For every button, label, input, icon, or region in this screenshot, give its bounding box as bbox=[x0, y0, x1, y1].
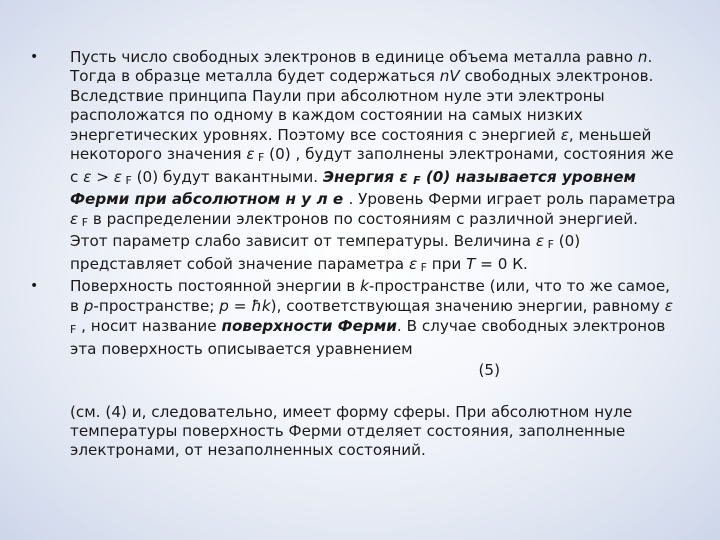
text-run: ε bbox=[113, 167, 123, 186]
text-run: ε bbox=[560, 125, 569, 144]
text-run: F bbox=[254, 151, 265, 165]
text-run: свободных электронов. Вследствие принципа Паули при абсолютном нуле эти электроны расположатся по одному в каждом состоянии на самых низких энергетических уровнях. Поэтому все состояния с энергией bbox=[70, 67, 654, 144]
text-run: (0) будут вакантными. bbox=[131, 167, 323, 186]
text-run: -пространстве; bbox=[93, 296, 220, 315]
text-run: . Тогда в образце металла будет содержаться bbox=[70, 48, 653, 86]
text-run: (0) называется уровнем Ферми при абсолютном н у л е bbox=[70, 167, 636, 209]
text-run: (0) , будут заполнены электронами, состояния же с bbox=[70, 145, 674, 186]
text-run: ε bbox=[408, 254, 418, 273]
slide-content bbox=[30, 48, 680, 461]
text-run: k bbox=[360, 277, 369, 296]
text-run: p bbox=[219, 296, 229, 315]
text-run: = bbox=[228, 296, 252, 315]
text-run: (0) представляет собой значение параметра bbox=[70, 232, 581, 273]
text-run: = 0 К. bbox=[475, 254, 528, 273]
text-run: при bbox=[426, 254, 467, 273]
bullet-item-fermi-level bbox=[30, 48, 680, 277]
text-run: . Уровень Ферми играет роль параметра bbox=[348, 190, 676, 209]
text-run: , носит название bbox=[76, 317, 222, 336]
text-run: в распределении электронов по состояниям с различной энергией. Этот параметр слабо зависит от температуры. Величина bbox=[70, 209, 638, 251]
bullet-item-fermi-surface bbox=[30, 277, 680, 380]
bullet-icon: • bbox=[30, 49, 39, 65]
paragraph-fermi-level bbox=[70, 48, 680, 277]
text-run: Пусть число свободных электронов в единице объема металла равно bbox=[70, 48, 638, 66]
text-run: ε bbox=[664, 296, 673, 315]
text-run: F bbox=[544, 238, 554, 252]
text-run: , меньшей некоторого значения bbox=[70, 125, 652, 164]
text-run: T bbox=[466, 254, 476, 273]
text-run: ħk bbox=[251, 296, 271, 315]
text-run: F bbox=[413, 173, 421, 187]
text-run: ε bbox=[246, 145, 255, 164]
text-run: p bbox=[83, 296, 94, 315]
text-run: ε bbox=[83, 167, 92, 186]
text-run: F bbox=[417, 261, 427, 274]
paragraph-fermi-surface bbox=[70, 277, 680, 359]
text-run: F bbox=[78, 215, 88, 229]
paragraph-continuation: (см. (4) и, следовательно, имеет форму сферы. При абсолютном нуле температуры поверхность Ферми отделяет состояния, заполненные электронами, от незаполненных состояний. bbox=[70, 402, 633, 460]
text-run: F bbox=[122, 173, 132, 187]
text-run: ), соответствующая значению энергии, равному bbox=[270, 296, 665, 315]
equation-number: (5) bbox=[478, 361, 500, 380]
text-run: Поверхность постоянной энергии в bbox=[70, 277, 361, 296]
text-run: Энергия ε bbox=[322, 167, 414, 186]
text-run: n bbox=[637, 48, 648, 66]
text-run: . В случае свободных электронов эта поверхность описывается уравнением bbox=[70, 317, 666, 358]
text-run: F bbox=[70, 323, 77, 337]
bullet-icon: • bbox=[30, 278, 39, 295]
text-run: > bbox=[91, 167, 114, 186]
text-run: ε bbox=[70, 209, 79, 228]
text-run: ε bbox=[535, 232, 545, 251]
text-run: nV bbox=[439, 67, 460, 86]
text-run: поверхности Ферми bbox=[221, 317, 397, 336]
text-run: -пространстве (или, что то же самое, в bbox=[70, 277, 671, 315]
